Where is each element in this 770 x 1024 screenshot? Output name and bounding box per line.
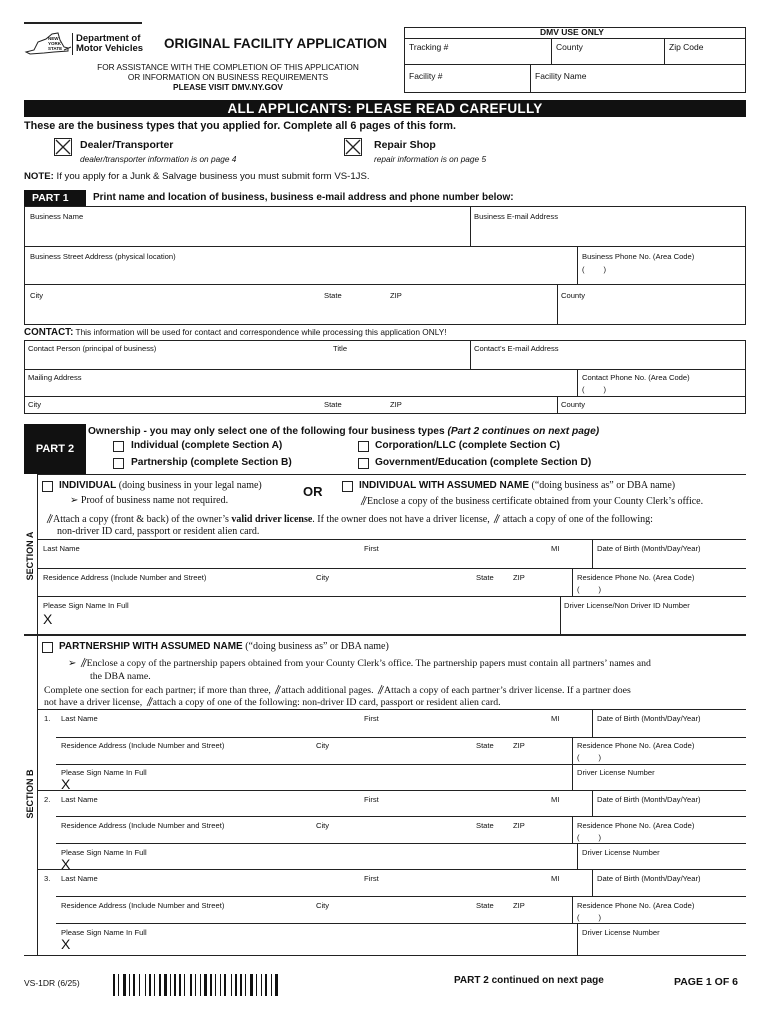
- a-last-name-label: Last Name: [43, 544, 80, 553]
- business-zip-label: ZIP: [390, 291, 402, 300]
- contact-person-label: Contact Person (principal of business): [28, 344, 157, 353]
- partnership-checkbox[interactable]: [42, 642, 53, 653]
- p1-last-label: Last Name: [61, 714, 98, 723]
- barcode-icon: [113, 974, 278, 996]
- p1-sign-x: X: [61, 776, 71, 792]
- p2-first-label: First: [364, 795, 379, 804]
- p1-state-label: State: [476, 741, 494, 750]
- part2-tag-text: PART 2: [35, 443, 75, 455]
- contact-email-label: Contact's E-mail Address: [474, 344, 559, 353]
- b-complete2a: not have a driver license,: [44, 697, 143, 708]
- contact-city-label: City: [28, 400, 42, 409]
- b-enclose-line2: the DBA name.: [90, 671, 151, 682]
- note-line: [24, 171, 370, 182]
- section-a-label: SECTION A: [25, 531, 35, 581]
- p3-res-phone-label: Residence Phone No. (Area Code): [577, 901, 695, 910]
- p1-first-label: First: [364, 714, 379, 723]
- p1-dl-label: Driver License Number: [577, 768, 655, 777]
- p2-dob-label: Date of Birth (Month/Day/Year): [597, 795, 701, 804]
- form-id: VS-1DR (6/25): [24, 978, 80, 988]
- dmv-box-title: DMV USE ONLY: [540, 27, 604, 37]
- repair-shop-label: Repair Shop: [374, 139, 436, 151]
- gov-option-label: Government/Education (complete Section D): [375, 457, 592, 468]
- repair-shop-note: repair information is on page 5: [374, 154, 487, 164]
- note-text: If you apply for a Junk & Salvage business you must submit form VS-1JS.: [53, 171, 370, 182]
- part1-title: Print name and location of business, business e-mail address and phone number below:: [93, 192, 514, 203]
- partnership-line: [59, 641, 389, 652]
- p1-dob-label: Date of Birth (Month/Day/Year): [597, 714, 701, 723]
- section-b-label: SECTION B: [25, 769, 35, 819]
- or-text: OR: [303, 484, 323, 499]
- p2-last-label: Last Name: [61, 795, 98, 804]
- partnership-option-checkbox[interactable]: [113, 458, 124, 469]
- paperclip-icon: [79, 657, 87, 668]
- p3-city-label: City: [316, 901, 330, 910]
- paperclip-icon: [145, 696, 153, 707]
- p1-res-phone-paren: ( ): [577, 753, 602, 762]
- assist-line1: FOR ASSISTANCE WITH THE COMPLETION OF THIS APPLICATION: [97, 62, 359, 72]
- corp-option-checkbox[interactable]: [358, 441, 369, 452]
- dealer-transporter-note: dealer/transporter information is on page 4: [80, 154, 237, 164]
- mailing-address-label: Mailing Address: [28, 373, 82, 382]
- paperclip-icon: [45, 513, 53, 524]
- contact-phone-paren: ( ): [582, 385, 607, 394]
- enclose-text: Enclose a copy of the business certificate obtained from your County Clerk’s office.: [367, 496, 704, 507]
- a-dl-label: Driver License/Non Driver ID Number: [564, 601, 690, 610]
- p2-city-label: City: [316, 821, 330, 830]
- gov-option-checkbox[interactable]: [358, 458, 369, 469]
- banner: [24, 100, 746, 117]
- a-res-address-label: Residence Address (Include Number and Street): [43, 573, 207, 582]
- p3-num: 3.: [44, 874, 51, 883]
- business-phone-paren: ( ): [582, 265, 607, 274]
- p2-res-phone-label: Residence Phone No. (Area Code): [577, 821, 695, 830]
- contact-state-label: State: [324, 400, 342, 409]
- business-county-label: County: [561, 291, 586, 300]
- attach-line1: [45, 513, 653, 525]
- agency-line1: Department of: [76, 33, 141, 44]
- individual-option-checkbox[interactable]: [113, 441, 124, 452]
- p2-res-label: Residence Address (Include Number and Street): [61, 821, 225, 830]
- partner-bold: PARTNERSHIP WITH ASSUMED NAME: [59, 641, 243, 652]
- intro-text: These are the business types that you applied for. Complete all 6 pages of this form.: [24, 120, 456, 132]
- a-res-phone-label: Residence Phone No. (Area Code): [577, 573, 695, 582]
- partner-rest: (“doing business as” or DBA name): [242, 641, 389, 652]
- a-zip-label: ZIP: [513, 573, 525, 582]
- agency-line2: Motor Vehicles: [76, 43, 144, 54]
- dealer-transporter-checkbox[interactable]: [54, 138, 72, 156]
- b-enclose-line1: ➢ Enclose a copy of the partnership papers obtained from your County Clerk’s office. The partnership papers must contain all partners’ names and: [68, 658, 651, 669]
- b-complete1b: attach additional pages.: [281, 685, 374, 696]
- attach-line2: non-driver ID card, passport or resident alien card.: [57, 526, 260, 537]
- contact-zip-label: ZIP: [390, 400, 402, 409]
- p3-mi-label: MI: [551, 874, 560, 883]
- contact-title-label: Title: [333, 344, 348, 353]
- tracking-label: Tracking #: [409, 42, 449, 52]
- paperclip-icon: [359, 495, 367, 506]
- a-state-label: State: [476, 573, 494, 582]
- part2-tag: [24, 424, 86, 474]
- b-complete1a: Complete one section for each partner; if more than three,: [44, 685, 271, 696]
- form-title: ORIGINAL FACILITY APPLICATION: [164, 36, 388, 51]
- b-complete1c: Attach a copy of each partner’s driver license. If a partner does: [384, 685, 631, 696]
- p3-sign-x: X: [61, 936, 71, 952]
- corp-option-label: Corporation/LLC (complete Section C): [375, 440, 561, 451]
- a-sign-label: Please Sign Name In Full: [43, 601, 129, 610]
- assumed-line: [359, 480, 675, 491]
- ownership-ital: (Part 2 continues on next page): [447, 426, 600, 437]
- p1-res-phone-label: Residence Phone No. (Area Code): [577, 741, 695, 750]
- state-logo-text: NEW YORK STATE: [48, 36, 63, 51]
- contact-text: This information will be used for contact and correspondence while processing this application ONLY!: [73, 327, 447, 337]
- business-city-label: City: [30, 291, 44, 300]
- b-complete-line1: [44, 684, 631, 696]
- contact-phone-label: Contact Phone No. (Area Code): [582, 373, 690, 382]
- p3-sign-label: Please Sign Name In Full: [61, 928, 147, 937]
- individual-checkbox[interactable]: [42, 481, 53, 492]
- partnership-option-label: Partnership (complete Section B): [131, 457, 292, 468]
- p3-res-label: Residence Address (Include Number and Street): [61, 901, 225, 910]
- p2-dl-label: Driver License Number: [582, 848, 660, 857]
- contact-bold: CONTACT:: [24, 327, 74, 338]
- note-bold: NOTE:: [24, 171, 54, 182]
- b-enclose1-text: Enclose a copy of the partnership papers obtained from your County Clerk’s office. The partnership papers must contain all partners’ names and: [86, 658, 651, 669]
- part1-tag-text: PART 1: [32, 192, 69, 204]
- assumed-name-checkbox[interactable]: [342, 481, 353, 492]
- p3-dl-label: Driver License Number: [582, 928, 660, 937]
- p3-dob-label: Date of Birth (Month/Day/Year): [597, 874, 701, 883]
- p2-state-label: State: [476, 821, 494, 830]
- assumed-bold: INDIVIDUAL WITH ASSUMED NAME: [359, 480, 529, 491]
- p2-mi-label: MI: [551, 795, 560, 804]
- individual-bold: INDIVIDUAL: [59, 480, 117, 491]
- banner-text: ALL APPLICANTS: PLEASE READ CAREFULLY: [227, 101, 543, 116]
- contact-county-label: County: [561, 400, 586, 409]
- ownership-heading: [88, 426, 599, 437]
- county-label: County: [556, 42, 583, 52]
- p1-sign-label: Please Sign Name In Full: [61, 768, 147, 777]
- p3-first-label: First: [364, 874, 379, 883]
- p2-num: 2.: [44, 795, 51, 804]
- b-complete-line2: [44, 696, 501, 708]
- continued-text: PART 2 continued on next page: [454, 975, 604, 986]
- p1-num: 1.: [44, 714, 51, 723]
- p2-zip-label: ZIP: [513, 821, 525, 830]
- a-sign-x: X: [43, 611, 53, 627]
- assumed-rest: (“doing business as” or DBA name): [529, 480, 676, 491]
- zip-code-label: Zip Code: [669, 42, 704, 52]
- visit-line: PLEASE VISIT DMV.NY.GOV: [173, 82, 283, 92]
- repair-shop-checkbox[interactable]: [344, 138, 362, 156]
- a-first-label: First: [364, 544, 379, 553]
- p3-zip-label: ZIP: [513, 901, 525, 910]
- proof-line: ➢ Proof of business name not required.: [70, 495, 229, 506]
- b-complete2b: attach a copy of one of the following: non-driver ID card, passport or resident alien card.: [152, 697, 501, 708]
- individual-rest: (doing business in your legal name): [116, 480, 262, 491]
- p3-state-label: State: [476, 901, 494, 910]
- p3-res-phone-paren: ( ): [577, 913, 602, 922]
- page-number: PAGE 1 OF 6: [674, 976, 738, 988]
- contact-heading: [24, 327, 447, 338]
- p1-zip-label: ZIP: [513, 741, 525, 750]
- facility-name-label: Facility Name: [535, 71, 587, 81]
- attach1-bold: valid driver license: [231, 514, 313, 525]
- a-mi-label: MI: [551, 544, 560, 553]
- ownership-bold: Ownership - you may only select one of the following four business types: [88, 426, 448, 437]
- attach1-cont: . If the owner does not have a driver license,: [312, 514, 490, 525]
- proof-text: Proof of business name not required.: [80, 495, 229, 506]
- business-phone-label: Business Phone No. (Area Code): [582, 252, 695, 261]
- p1-mi-label: MI: [551, 714, 560, 723]
- p2-sign-x: X: [61, 856, 71, 872]
- ny-state-logo: [24, 30, 72, 56]
- attach1-text: Attach a copy (front & back) of the owner’s: [53, 514, 232, 525]
- p2-res-phone-paren: ( ): [577, 833, 602, 842]
- paperclip-icon: [376, 684, 384, 695]
- p3-last-label: Last Name: [61, 874, 98, 883]
- a-city-label: City: [316, 573, 330, 582]
- business-email-label: Business E-mail Address: [474, 212, 558, 221]
- p1-res-label: Residence Address (Include Number and Street): [61, 741, 225, 750]
- dealer-transporter-label: Dealer/Transporter: [80, 139, 174, 151]
- attach1-end: attach a copy of one of the following:: [500, 514, 653, 525]
- business-name-label: Business Name: [30, 212, 84, 221]
- individual-option-label: Individual (complete Section A): [131, 440, 283, 451]
- facility-num-label: Facility #: [409, 71, 443, 81]
- assist-line2: OR INFORMATION ON BUSINESS REQUIREMENTS: [127, 72, 329, 82]
- p1-city-label: City: [316, 741, 330, 750]
- p2-sign-label: Please Sign Name In Full: [61, 848, 147, 857]
- business-street-label: Business Street Address (physical location): [30, 252, 176, 261]
- business-state-label: State: [324, 291, 342, 300]
- a-dob-label: Date of Birth (Month/Day/Year): [597, 544, 701, 553]
- part1-tag: [24, 190, 86, 206]
- individual-line: [59, 480, 262, 491]
- a-res-phone-paren: ( ): [577, 585, 602, 594]
- enclose-line: [359, 495, 703, 507]
